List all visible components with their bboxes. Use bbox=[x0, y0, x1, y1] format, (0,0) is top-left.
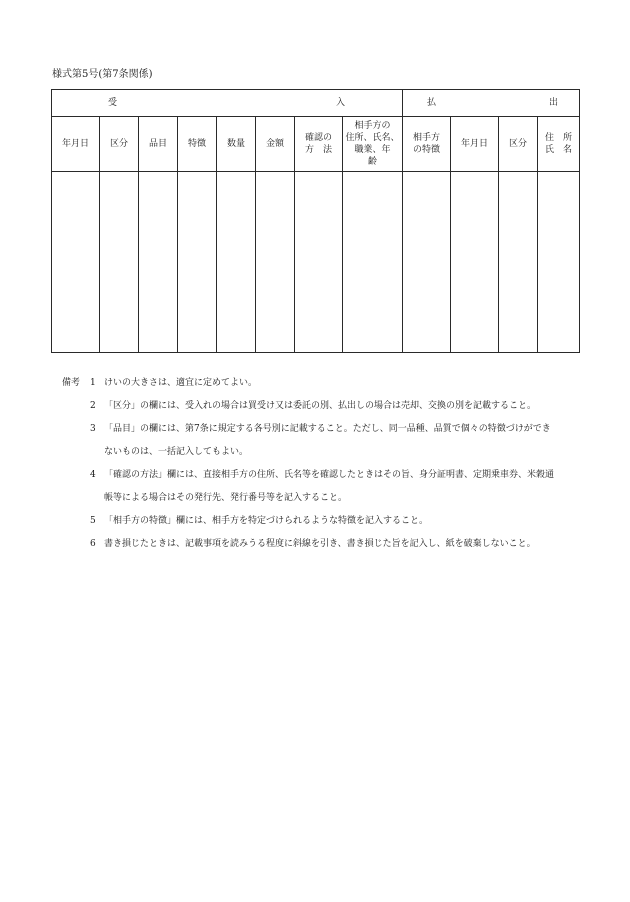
entry-cell[interactable] bbox=[451, 172, 499, 353]
col-quantity: 数量 bbox=[217, 117, 256, 172]
entry-cell[interactable] bbox=[499, 172, 538, 353]
col-amount: 金額 bbox=[256, 117, 295, 172]
notes-heading: 備考 bbox=[62, 378, 81, 388]
entry-cell[interactable] bbox=[139, 172, 178, 353]
section-pay bbox=[403, 90, 580, 117]
ledger-table bbox=[51, 89, 580, 353]
note-5: 5 「相手方の特徴」欄には、相手方を特定づけられるような特徴を記入すること。 bbox=[90, 516, 429, 526]
table-row bbox=[52, 172, 580, 353]
section-receive bbox=[52, 90, 403, 117]
note-2: 2 「区分」の欄には、受入れの場合は買受け又は委託の別、払出しの場合は売却、交換の別を記載すること。 bbox=[90, 401, 537, 411]
col-verify-method: 確認の 方 法 bbox=[295, 117, 343, 172]
entry-cell[interactable] bbox=[52, 172, 100, 353]
note-3-cont: ないものは、一括記入してもよい。 bbox=[104, 447, 249, 457]
section-receive-left: 受 bbox=[108, 98, 118, 108]
entry-cell[interactable] bbox=[100, 172, 139, 353]
form-title: 様式第5号(第7条関係) bbox=[52, 69, 153, 80]
entry-cell[interactable] bbox=[343, 172, 403, 353]
entry-cell[interactable] bbox=[217, 172, 256, 353]
note-6: 6 書き損じたときは、記載事項を読みうる程度に斜線を引き、書き損じた旨を記入し、紙を破棄しないこと。 bbox=[90, 539, 536, 549]
entry-cell[interactable] bbox=[403, 172, 451, 353]
col-features: 特徴 bbox=[178, 117, 217, 172]
col-date: 年月日 bbox=[52, 117, 100, 172]
col-date-2: 年月日 bbox=[451, 117, 499, 172]
entry-cell[interactable] bbox=[538, 172, 580, 353]
section-pay-right: 出 bbox=[549, 98, 559, 108]
col-category-2: 区分 bbox=[499, 117, 538, 172]
col-item: 品目 bbox=[139, 117, 178, 172]
entry-cell[interactable] bbox=[295, 172, 343, 353]
note-3: 3 「品目」の欄には、第7条に規定する各号別に記載すること。ただし、同一品種、品質で個々の特徴づけができ bbox=[90, 424, 551, 434]
col-category: 区分 bbox=[100, 117, 139, 172]
entry-cell[interactable] bbox=[256, 172, 295, 353]
note-4: 4 「確認の方法」欄には、直接相手方の住所、氏名等を確認したときはその旨、身分証明書、定期乗車券、米穀通 bbox=[90, 470, 555, 480]
col-address-name: 住 所 氏 名 bbox=[538, 117, 580, 172]
col-party-info: 相手方の 住所、氏名、 職業、年 齢 bbox=[343, 117, 403, 172]
notes bbox=[62, 372, 582, 556]
note-1: 備考 1 けいの大きさは、適宜に定めてよい。 bbox=[62, 372, 582, 395]
note-4-cont: 帳等による場合はその発行先、発行番号等を記入すること。 bbox=[104, 493, 348, 503]
entry-cell[interactable] bbox=[178, 172, 217, 353]
section-receive-right: 入 bbox=[336, 98, 346, 108]
section-pay-left: 払 bbox=[427, 98, 437, 108]
col-party-features: 相手方 の特徴 bbox=[403, 117, 451, 172]
